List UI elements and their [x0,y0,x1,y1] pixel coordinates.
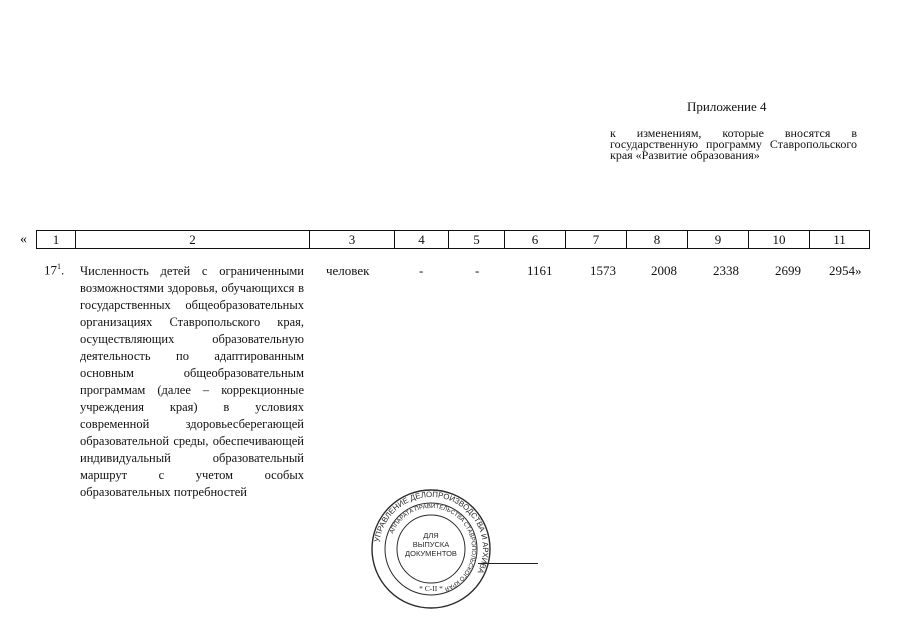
row-value-col7: 1573 [590,263,616,278]
header-cell-3: 3 [310,231,395,249]
row-value-col4: - [419,263,424,278]
appendix-title: Приложение 4 [687,99,767,114]
row-value-col6: 1161 [527,263,553,278]
row-number-superscript: 1 [57,262,61,271]
column-number-header [36,230,870,249]
header-cell-4: 4 [395,231,449,249]
row-value-col11: 2954» [829,263,862,278]
row-unit: человек [326,263,370,278]
header-cell-6: 6 [505,231,566,249]
stamp-bottom-text: * С-II * [419,584,443,593]
row-number [44,262,64,278]
header-cell-2: 2 [76,231,310,249]
header-cell-1: 1 [37,231,76,249]
signature-line [478,563,538,564]
row-value-col5: - [475,263,480,278]
stamp-outer-text: УПРАВЛЕНИЕ ДЕЛОПРОИЗВОДСТВА И АРХИВА [372,489,491,576]
header-cell-8: 8 [627,231,688,249]
official-stamp [370,488,492,610]
row-value-col9: 2338 [713,263,739,278]
row-description: Численность детей с ограниченными возможностями здоровья, обучающихся в государственных общеобразовательных организациях Ставропольского края, осуществляющих образовательную деятельность по адаптированным основным общеобразовательным программам (далее – коррекционные учреждения края) в условиях современной здоровьесберегающей образовательной среды, обеспечивающей индивидуальный образовательный маршрут с учетом особых образовательных потребностей [80,264,304,499]
header-cell-11: 11 [810,231,870,249]
header-cell-9: 9 [688,231,749,249]
row-value-col10: 2699 [775,263,801,278]
header-cell-5: 5 [449,231,505,249]
row-number-suffix: . [61,262,65,278]
header-cell-7: 7 [566,231,627,249]
row-value-col8: 2008 [651,263,677,278]
header-cell-10: 10 [749,231,810,249]
row-number-main: 17 [44,262,57,278]
appendix-subtitle: к изменениям, которые вносятся в государственную программу Ставропольского края «Развитие образования» [610,126,857,162]
stamp-center-line-3: ДОКУМЕНТОВ [405,549,457,558]
stamp-center-line-1: ДЛЯ [423,531,439,540]
stamp-inner-text: АППАРАТА ПРАВИТЕЛЬСТВА СТАВРОПОЛЬСКОГО КРАЯ [389,503,477,592]
table-open-quote: « [20,232,27,247]
stamp-center-line-2: ВЫПУСКА [412,540,450,549]
